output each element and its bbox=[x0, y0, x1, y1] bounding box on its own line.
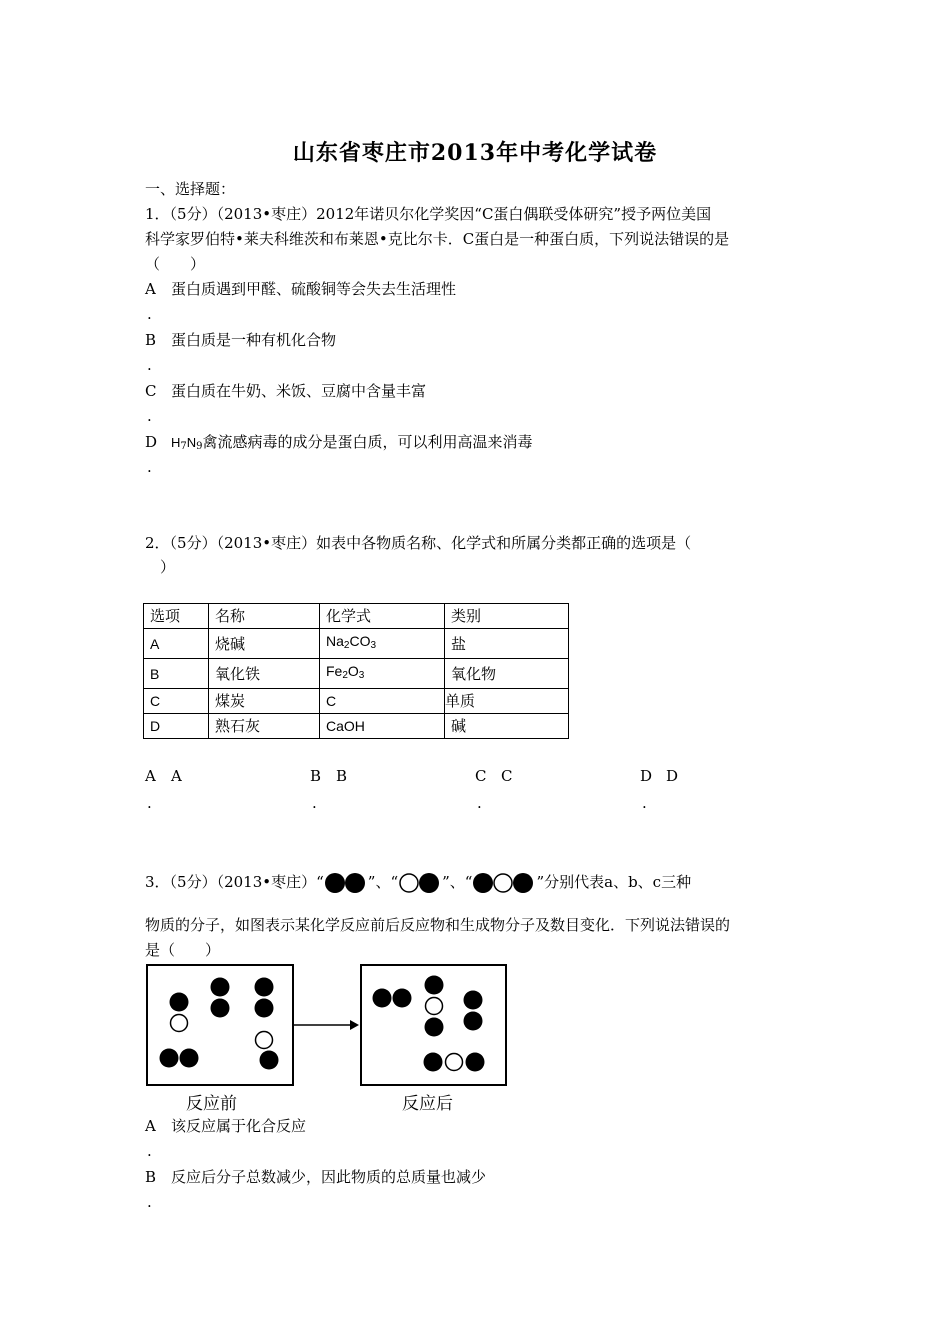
table-cell-class: 单质 bbox=[445, 689, 569, 714]
table-cell-name: 熟石灰 bbox=[209, 714, 320, 739]
reaction-after-box bbox=[360, 964, 507, 1086]
formula-sub: 3 bbox=[358, 670, 365, 681]
option-dot: . bbox=[147, 407, 152, 425]
table-row bbox=[144, 629, 569, 659]
molecule-a-icon bbox=[324, 871, 368, 895]
q3-option-a[interactable] bbox=[145, 1115, 306, 1137]
before-label: 反应前 bbox=[186, 1094, 237, 1113]
option-dot: . bbox=[312, 794, 317, 812]
q1-line-3: （ ） bbox=[145, 255, 206, 273]
table-header-cell: 化学式 bbox=[320, 604, 445, 629]
formula-part: Na bbox=[326, 633, 344, 649]
option-text: 禽流感病毒的成分是蛋白质，可以利用高温来消毒 bbox=[202, 433, 533, 451]
table-row bbox=[144, 714, 569, 739]
option-dot: . bbox=[147, 794, 152, 812]
formula-sub: 7 bbox=[180, 441, 187, 452]
quote-mark: ”、“ bbox=[367, 873, 399, 891]
q2-option-a[interactable] bbox=[145, 765, 182, 787]
table-cell-class: 碱 bbox=[445, 714, 569, 739]
option-dot: . bbox=[477, 794, 482, 812]
table-cell-option: B bbox=[144, 659, 209, 689]
table-cell-option: A bbox=[144, 629, 209, 659]
q3-tail: 分别代表a、b、c三种 bbox=[544, 873, 692, 891]
option-letter: B bbox=[310, 767, 322, 785]
q2-line-2: ） bbox=[160, 558, 176, 576]
option-letter: A bbox=[145, 280, 156, 298]
option-text: 该反应属于化合反应 bbox=[171, 1117, 307, 1135]
molecule-b-icon bbox=[398, 871, 442, 895]
formula-sub: 2 bbox=[342, 670, 348, 681]
table-cell-formula bbox=[320, 629, 445, 659]
formula-h: H bbox=[171, 435, 181, 450]
option-letter: B bbox=[145, 1168, 157, 1186]
molecules-after-diagram bbox=[362, 966, 505, 1084]
option-dot: . bbox=[147, 356, 152, 374]
option-letter: A bbox=[145, 1117, 156, 1135]
table-header-cell: 选项 bbox=[144, 604, 209, 629]
table-cell-formula: CaOH bbox=[320, 714, 445, 739]
table-header-row bbox=[144, 604, 569, 629]
q1-option-b[interactable] bbox=[145, 329, 336, 351]
q1-line-1: 1．（5分）（2013•枣庄）2012年诺贝尔化学奖因“C蛋白偶联受体研究”授予两位美国 bbox=[145, 205, 712, 223]
option-letter: C bbox=[145, 382, 157, 400]
option-letter: A bbox=[145, 767, 156, 785]
table-header-cell: 类别 bbox=[445, 604, 569, 629]
option-text: B bbox=[336, 767, 348, 785]
q1-option-a[interactable] bbox=[145, 278, 456, 300]
substance-table bbox=[143, 603, 569, 739]
section-heading: 一、选择题： bbox=[145, 180, 236, 198]
page-title: 山东省枣庄市2013年中考化学试卷 bbox=[292, 140, 658, 166]
formula-sub: 3 bbox=[370, 640, 377, 651]
option-letter: D bbox=[640, 767, 653, 785]
option-letter: B bbox=[145, 331, 157, 349]
q2-option-b[interactable] bbox=[310, 765, 347, 787]
table-cell-option: C bbox=[144, 689, 209, 714]
table-row bbox=[144, 659, 569, 689]
option-text: A bbox=[171, 767, 182, 785]
option-text: 蛋白质遇到甲醛、硫酸铜等会失去生活理性 bbox=[171, 280, 457, 298]
option-letter: C bbox=[475, 767, 487, 785]
table-row bbox=[144, 689, 569, 714]
table-cell-class: 盐 bbox=[445, 629, 569, 659]
q2-option-c[interactable] bbox=[475, 765, 512, 787]
q3-intro: 3．（5分）（2013•枣庄） bbox=[145, 873, 317, 891]
table-cell-name: 煤炭 bbox=[209, 689, 320, 714]
table-cell-formula bbox=[320, 659, 445, 689]
option-dot: . bbox=[147, 305, 152, 323]
option-dot: . bbox=[147, 1142, 152, 1160]
option-letter: D bbox=[145, 433, 158, 451]
q1-line-2: 科学家罗伯特•莱夫科维茨和布莱恩•克比尔卡．C蛋白是一种蛋白质，下列说法错误的是 bbox=[145, 230, 730, 248]
formula-part: Fe bbox=[326, 663, 343, 679]
q2-line-1: 2．（5分）（2013•枣庄）如表中各物质名称、化学式和所属分类都正确的选项是（ bbox=[145, 534, 692, 552]
option-text: D bbox=[666, 767, 679, 785]
q1-option-c[interactable] bbox=[145, 380, 426, 402]
table-cell-name: 烧碱 bbox=[209, 629, 320, 659]
option-dot: . bbox=[147, 1193, 152, 1211]
q3-line-2: 物质的分子，如图表示某化学反应前后反应物和生成物分子及数目变化．下列说法错误的 bbox=[145, 916, 731, 934]
option-text: C bbox=[501, 767, 513, 785]
option-dot: . bbox=[147, 458, 152, 476]
table-cell-class: 氧化物 bbox=[445, 659, 569, 689]
reaction-before-box bbox=[146, 964, 294, 1086]
after-label: 反应后 bbox=[402, 1094, 453, 1113]
molecule-c-icon bbox=[472, 871, 536, 895]
q3-line-1 bbox=[145, 868, 691, 896]
option-dot: . bbox=[642, 794, 647, 812]
formula-sub: 9 bbox=[196, 441, 203, 452]
table-cell-formula: C bbox=[320, 689, 445, 714]
formula-part: O bbox=[347, 663, 359, 679]
formula-n: N bbox=[186, 435, 197, 450]
table-header-cell: 名称 bbox=[209, 604, 320, 629]
molecules-before-diagram bbox=[148, 966, 292, 1084]
quote-mark: ”、“ bbox=[442, 873, 473, 891]
q2-option-d[interactable] bbox=[640, 765, 678, 787]
q3-line-3: 是（ ） bbox=[145, 941, 221, 959]
formula-part: CO bbox=[349, 633, 371, 649]
quote-mark: ” bbox=[536, 873, 545, 891]
reaction-arrow-icon bbox=[292, 1018, 360, 1032]
option-text: 蛋白质是一种有机化合物 bbox=[171, 331, 337, 349]
q1-option-d[interactable] bbox=[145, 431, 533, 458]
q3-option-b[interactable] bbox=[145, 1166, 486, 1188]
table-cell-option: D bbox=[144, 714, 209, 739]
option-text: 蛋白质在牛奶、米饭、豆腐中含量丰富 bbox=[171, 382, 427, 400]
quote-mark: “ bbox=[316, 873, 324, 891]
option-text: 反应后分子总数减少，因此物质的总质量也减少 bbox=[171, 1168, 487, 1186]
table-cell-name: 氧化铁 bbox=[209, 659, 320, 689]
formula-sub: 2 bbox=[343, 640, 350, 651]
